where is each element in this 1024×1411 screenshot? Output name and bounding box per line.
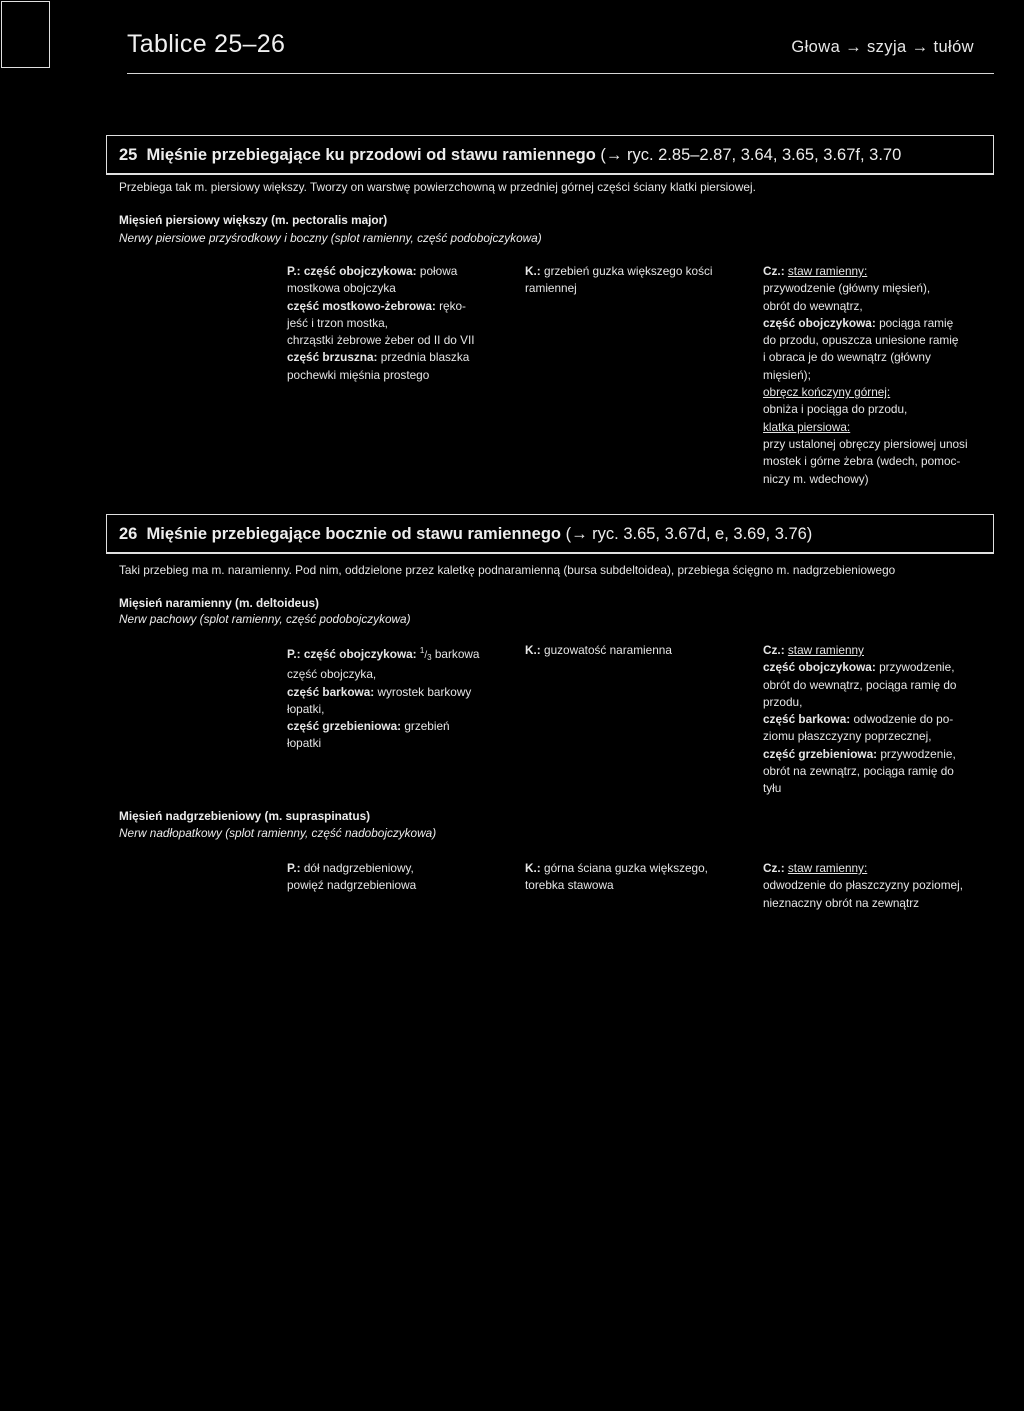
text-line: i obraca je do wewnątrz (główny — [763, 350, 931, 365]
insertion-label: K.: — [525, 264, 541, 278]
text-line: część obojczyka, — [287, 667, 377, 682]
header-divider — [127, 73, 994, 74]
supraspinatus-name: Mięsień nadgrzebieniowy (m. supraspinatus) — [119, 809, 371, 823]
text-line — [287, 860, 517, 877]
text-line: przednia blaszka — [380, 350, 470, 365]
text-line — [525, 263, 750, 280]
text-line: 3 — [427, 653, 432, 662]
deltoid-name: Mięsień naramienny (m. deltoideus) — [119, 596, 319, 610]
text-line: staw ramienny — [787, 643, 864, 657]
breadcrumb: Głowa → szyja → tułów — [791, 38, 974, 56]
supraspinatus-origin — [287, 860, 517, 895]
section-26-heading — [106, 514, 994, 554]
pectoralis-function — [763, 263, 998, 488]
supraspinatus-insertion — [525, 860, 750, 895]
deltoid-function — [763, 642, 998, 798]
text-line: łopatki — [287, 736, 322, 751]
section-25-intro: Przebiega tak m. piersiowy większy. Tworzy on warstwę powierzchowną w przedniej górnej części ściany klatki piersiowej. — [119, 180, 756, 194]
text-line: łopatki, — [287, 701, 325, 716]
text-line: obręcz kończyny górnej: — [763, 385, 891, 400]
text-line: obrót do wewnątrz, pociąga ramię do — [763, 677, 957, 692]
text-line — [287, 298, 517, 315]
text-line: dół nadgrzebieniowy, — [303, 861, 414, 875]
text-line: staw ramienny: — [787, 264, 868, 278]
text-line: część grzebieniowa: — [287, 719, 402, 734]
text-line: chrząstki żebrowe żeber od II do VII — [287, 333, 475, 348]
text-line: torebka stawowa — [525, 878, 614, 893]
pectoralis-major-name: Mięsień piersiowy większy (m. pectoralis major) — [119, 213, 388, 227]
text-line: K.: — [525, 861, 541, 875]
text-line: odwodzenie do płaszczyzny poziomej, — [763, 878, 963, 893]
text-line: barkowa — [434, 647, 480, 661]
section-25-title-text: Mięśnie przebiegające ku przodowi od stawu ramiennego — [146, 146, 596, 164]
text-line: mostek i górne żebra (wdech, pomoc- — [763, 454, 961, 469]
section-25-title — [119, 146, 901, 165]
text-line: ramiennej — [525, 281, 577, 296]
section-25-refs: (→ ryc. 2.85–2.87, 3.64, 3.65, 3.67f, 3.70 — [600, 146, 902, 164]
text-line: pochewki mięśnia prostego — [287, 367, 430, 382]
text-line — [763, 263, 998, 280]
text-line: ziomu płaszczyzny poprzecznej, — [763, 729, 932, 744]
deltoid-origin — [287, 642, 517, 753]
text-line: $^1/_3$ — [419, 646, 432, 662]
text-line — [763, 315, 998, 332]
page-title: Tablice 25–26 — [127, 30, 286, 58]
section-25-heading — [106, 135, 994, 175]
text-line — [763, 860, 998, 877]
text-line — [763, 711, 998, 728]
text-line: Cz.: — [763, 643, 785, 657]
text-line: do przodu, opuszcza uniesione ramię — [763, 333, 959, 348]
section-25-number: 25 — [119, 146, 138, 164]
text-line — [287, 684, 517, 701]
text-line: przy ustalonej obręczy piersiowej unosi — [763, 436, 968, 451]
text-line: grzebień — [404, 719, 450, 734]
section-26-number: 26 — [119, 525, 138, 543]
text-line: część obojczykowa: — [763, 315, 876, 330]
text-line: przywodzenie (główny mięsień), — [763, 281, 931, 296]
text-line: część obojczykowa: — [303, 264, 417, 278]
deltoid-insertion — [525, 642, 750, 659]
text-line: górna ściana guzka większego, — [544, 861, 708, 875]
text-line: powięź nadgrzebieniowa — [287, 878, 417, 893]
text-line — [763, 642, 998, 659]
text-line: P.: — [287, 647, 301, 661]
text-line: połowa — [419, 264, 458, 278]
text-line: odwodzenie do po- — [853, 712, 954, 727]
text-line: K.: — [525, 643, 541, 657]
text-line: jeść i trzon mostka, — [287, 315, 388, 330]
text-line: klatka piersiowa: — [763, 419, 851, 434]
text-line: obrót na zewnątrz, pociąga ramię do — [763, 764, 954, 779]
text-line: część barkowa: — [763, 712, 851, 727]
text-line — [525, 642, 750, 659]
section-26-intro: Taki przebieg ma m. naramienny. Pod nim, oddzielone przez kaletkę podnaramienną (bursa subdeltoidea), przebiega ścięgno m. nadgrzebieniowego — [119, 563, 896, 577]
text-line: staw ramienny: — [787, 861, 868, 875]
text-line: część grzebieniowa: — [763, 746, 878, 761]
section-26-title — [119, 525, 812, 544]
text-line: przywodzenie, — [879, 660, 955, 675]
text-line — [287, 349, 517, 366]
corner-marker — [1, 1, 50, 68]
text-line — [763, 746, 998, 763]
text-line: Cz.: — [763, 861, 785, 875]
pectoralis-insertion — [525, 263, 750, 298]
section-26-refs: (→ ryc. 3.65, 3.67d, e, 3.69, 3.76) — [565, 525, 813, 543]
text-line: obrót do wewnątrz, — [763, 298, 863, 313]
text-line: przywodzenie, — [880, 746, 956, 761]
text-line — [287, 263, 517, 280]
text-line: tyłu — [763, 781, 782, 796]
text-line: niczy m. wdechowy) — [763, 471, 869, 486]
text-line: część obojczykowa: — [303, 647, 417, 661]
text-line: część mostkowo-żebrowa: — [287, 298, 436, 313]
text-line: wyrostek barkowy — [377, 684, 472, 699]
text-line: ręko- — [439, 298, 466, 313]
text-line: część barkowa: — [287, 684, 375, 699]
section-26-title-text: Mięśnie przebiegające bocznie od stawu ramiennego — [146, 525, 561, 543]
text-line — [287, 642, 517, 666]
text-line — [763, 659, 998, 676]
text-line: grzebień guzka większego kości — [544, 264, 713, 278]
text-line: część brzuszna: — [287, 350, 378, 365]
text-line: obniża i pociąga do przodu, — [763, 402, 908, 417]
pectoralis-major-nerve: Nerwy piersiowe przyśrodkowy i boczny (splot ramienny, część podobojczykowa) — [119, 231, 542, 245]
supraspinatus-nerve: Nerw nadłopatkowy (splot ramienny, część nadobojczykowa) — [119, 826, 437, 840]
text-line: mostkowa obojczyka — [287, 281, 396, 296]
deltoid-nerve: Nerw pachowy (splot ramienny, część podobojczykowa) — [119, 612, 411, 626]
text-line: P.: — [287, 861, 301, 875]
text-line: część obojczykowa: — [763, 660, 876, 675]
text-line — [287, 718, 517, 735]
text-line: nieznaczny obrót na zewnątrz — [763, 895, 920, 910]
text-line: mięsień); — [763, 367, 811, 382]
text-line: 1 — [419, 646, 425, 655]
function-label: Cz.: — [763, 264, 785, 278]
supraspinatus-function — [763, 860, 998, 912]
text-line: przodu, — [763, 694, 803, 709]
text-line: guzowatość naramienna — [544, 643, 672, 657]
origin-label: P.: — [287, 264, 301, 278]
pectoralis-origin — [287, 263, 517, 384]
text-line: pociąga ramię — [879, 315, 954, 330]
text-line — [525, 860, 750, 877]
